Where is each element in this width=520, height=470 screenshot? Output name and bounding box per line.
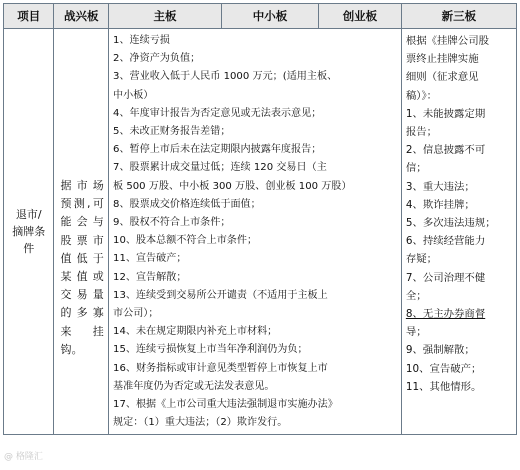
main-condition-line: 中小板） xyxy=(113,89,154,101)
main-condition-line: 7、股票累计成交量过低；连续 120 交易日（主 xyxy=(113,162,327,174)
neeq-condition-line: 1、未能披露定期 xyxy=(405,107,486,120)
header-boards xyxy=(109,4,402,29)
neeq-condition-line: 11、其他情形。 xyxy=(405,380,482,393)
header-row xyxy=(4,4,517,29)
comparison-table xyxy=(3,3,517,435)
header-sme: 中小板 xyxy=(222,4,319,28)
main-condition-line: 3、营业收入低于人民币 1000 万元；(适用主板、 xyxy=(113,71,338,83)
zhanxing-conditions: 据市场预测,可能会与股票市值低于某值或交易量的多寡来挂钩。 xyxy=(54,29,109,435)
neeq-conditions xyxy=(401,29,516,435)
main-condition-line: 市公司）； xyxy=(113,308,159,320)
header-neeq: 新三板 xyxy=(401,4,516,29)
main-condition-line: 9、股权不符合上市条件； xyxy=(113,217,231,229)
neeq-condition-line: 信； xyxy=(405,162,427,175)
main-condition-line: 2、净资产为负值； xyxy=(113,53,201,65)
main-condition-line: 16、财务指标或审计意见类型暂停上市恢复上市 xyxy=(113,362,328,374)
neeq-condition-line: 9、强制解散； xyxy=(405,344,475,357)
main-condition-line: 规定：（1）重大违法；（2）欺诈发行。 xyxy=(113,417,288,429)
neeq-condition-line: 全； xyxy=(405,289,427,302)
main-condition-line: 12、宣告解散； xyxy=(113,271,187,283)
neeq-condition-line: 存疑； xyxy=(405,253,438,266)
main-condition-line: 6、暂停上市后未在法定期限内披露年度报告； xyxy=(113,144,322,156)
header-main: 主板 xyxy=(109,4,222,28)
neeq-condition-line: 8、无主办券商督 xyxy=(405,308,486,321)
neeq-condition-line: 6、持续经营能力 xyxy=(405,235,486,248)
neeq-condition-line: 导； xyxy=(405,326,427,339)
watermark: @ 格隆汇 xyxy=(4,452,43,462)
main-condition-line: 14、未在规定期限内补充上市材料； xyxy=(113,326,278,338)
main-condition-line: 5、未改正财务报告差错； xyxy=(113,126,231,138)
header-item: 项目 xyxy=(4,4,54,29)
neeq-condition-line: 报告； xyxy=(405,126,438,139)
neeq-condition-line: 细则（征求意见 xyxy=(405,71,479,84)
main-condition-line: 4、年度审计报告为否定意见或无法表示意见； xyxy=(113,107,322,119)
main-condition-line: 11、宣告破产； xyxy=(113,253,187,265)
row-item-label: 退市/摘牌条件 xyxy=(4,29,54,435)
neeq-condition-line: 10、宣告破产； xyxy=(405,362,482,375)
main-condition-line: 10、股本总额不符合上市条件； xyxy=(113,235,258,247)
main-condition-line: 8、股票成交价格连续低于面值； xyxy=(113,198,261,210)
main-board-conditions xyxy=(109,29,402,435)
neeq-condition-line: 4、欺诈挂牌； xyxy=(405,198,475,211)
main-condition-line: 基准年度仍为否定或无法发表意见。 xyxy=(113,380,275,392)
neeq-condition-line: 3、重大违法； xyxy=(405,180,475,193)
neeq-condition-line: 2、信息披露不可 xyxy=(405,144,486,157)
main-condition-line: 板 500 万股、中小板 300 万股、创业板 100 万股） xyxy=(113,180,352,192)
main-condition-line: 1、连续亏损 xyxy=(113,35,170,46)
main-condition-line: 13、连续受到交易所公开谴责（不适用于主板上 xyxy=(113,289,328,301)
neeq-condition-line: 5、多次违法违规； xyxy=(405,217,496,230)
neeq-condition-line: 票终止挂牌实施 xyxy=(405,53,479,66)
main-condition-line: 15、连续亏损恢复上市当年净利润仍为负； xyxy=(113,344,308,356)
main-condition-line: 17、根据《上市公司重大违法强制退市实施办法》 xyxy=(113,399,338,411)
neeq-condition-line: 7、公司治理不健 xyxy=(405,271,486,284)
neeq-condition-line: 稿）》： xyxy=(405,89,438,102)
header-zhanxing: 战兴板 xyxy=(54,4,109,29)
delisting-row xyxy=(4,29,517,435)
header-gem: 创业板 xyxy=(342,9,378,23)
neeq-condition-line: 根据《挂牌公司股 xyxy=(405,35,489,47)
